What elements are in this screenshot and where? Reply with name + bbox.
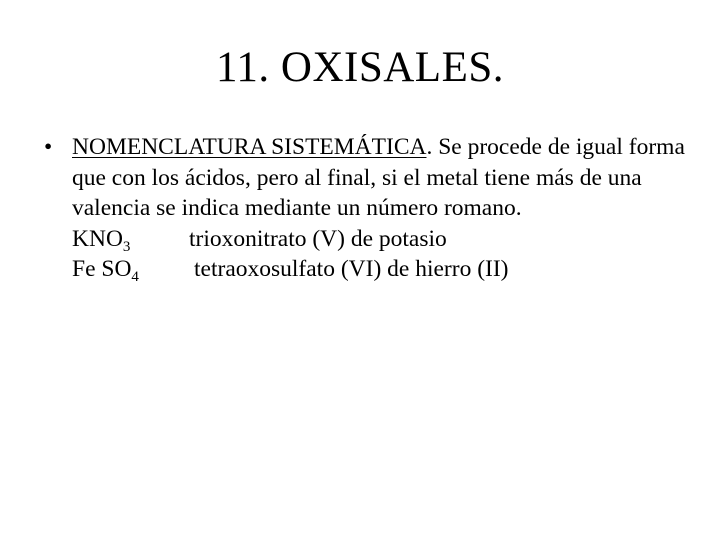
description-text: Se procede de igual forma que con los ácidos, pero al final, si el metal tiene más de una valencia se indica mediante un número romano. — [72, 134, 685, 221]
heading-period: . — [426, 134, 433, 160]
bullet-content — [44, 132, 692, 285]
example-row — [72, 224, 692, 255]
formula-subscript: 4 — [131, 269, 139, 285]
section-heading: NOMENCLATURA SISTEMÁTICA — [72, 134, 427, 160]
bullet-marker: • — [44, 134, 53, 160]
compound-name: trioxonitrato (V) de potasio — [189, 225, 447, 252]
formula-base: Fe SO — [72, 256, 132, 282]
compound-name: tetraoxosulfato (VI) de hierro (II) — [194, 256, 509, 282]
formula-base: KNO — [72, 225, 123, 252]
chemical-formula — [72, 254, 139, 285]
chemical-formula — [72, 224, 130, 255]
bullet-paragraph — [72, 132, 692, 224]
slide-title: 11. OXISALES. — [216, 44, 504, 91]
example-row — [72, 254, 692, 285]
formula-subscript: 3 — [122, 238, 131, 255]
